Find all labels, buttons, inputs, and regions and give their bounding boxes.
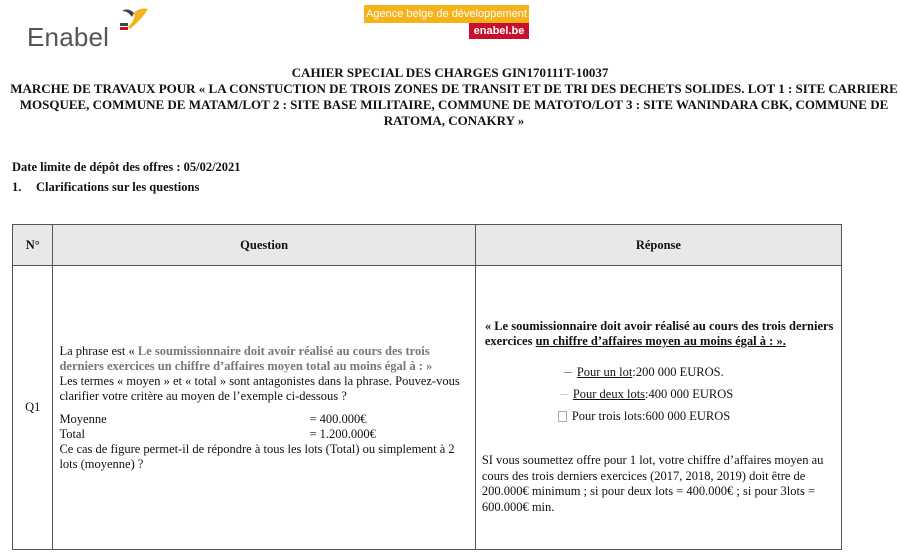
deadline-text: Date limite de dépôt des offres : 05/02/2021 <box>12 160 241 174</box>
example-value: = 1.200.000€ <box>309 426 376 441</box>
response-quote-underlined: un chiffre d’affaires moyen au moins égal à : ». <box>535 334 786 348</box>
question-closing: Ce cas de figure permet-il de répondre à tous les lots (Total) ou simplement à 2 lots (moyenne) ? <box>59 441 455 471</box>
agency-url-badge: enabel.be <box>469 23 529 39</box>
question-text <box>59 344 468 374</box>
header-response: Réponse <box>475 225 841 266</box>
lot-item <box>540 383 835 405</box>
qa-table <box>12 224 842 550</box>
question-cell <box>53 266 475 550</box>
lot-value: :400 000 EUROS <box>645 387 734 401</box>
section-number: 1. <box>12 180 22 194</box>
example-value: = 400.000€ <box>309 411 367 426</box>
section-title: Clarifications sur les questions <box>36 180 200 194</box>
document-subtitle: MARCHE DE TRAVAUX POUR « LA CONSTUCTION DE TROIS ZONES DE TRANSIT ET DE TRI DES DECHETS SOLIDES. LOT 1 : SITE CARRIERE MOSQUEE, COMMUNE DE MATAM/LOT 2 : SITE BASE MILITAIRE, COMMUNE DE MATOTO/LOT 3 : SITE WANINDARA CBK, COMMUNE DE RATOMA, CONAKRY » <box>10 81 898 128</box>
lot-value: :200 000 EUROS. <box>632 365 724 379</box>
lots-list <box>482 361 835 427</box>
example-label: Total <box>59 426 85 441</box>
lot-label: Pour un lot <box>576 365 633 379</box>
lot-item <box>540 361 835 383</box>
response-quote-start: « Le soumissionnaire doit avoir réalisé au cours des trois derniers exercices <box>484 319 834 348</box>
agency-banner: Agence belge de développement <box>364 5 529 23</box>
lot-item <box>540 405 835 427</box>
header-no: N° <box>13 225 53 266</box>
document-title: CAHIER SPECIAL DES CHARGES GIN170111T-10037 <box>291 65 609 80</box>
lot-value: :600 000 EUROS <box>641 409 731 423</box>
header-question: Question <box>53 225 475 266</box>
bullet-icon <box>560 394 568 395</box>
bullet-icon <box>558 411 567 422</box>
bullet-icon <box>564 372 572 373</box>
response-quote <box>482 319 835 349</box>
enabel-bird-logo-icon <box>118 5 150 35</box>
example-row <box>59 427 468 442</box>
question-quote: Le soumissionnaire doit avoir réalisé au cours des trois derniers exercices un chiffre d’affaires moyen total au moins égal à : » <box>59 343 433 373</box>
question-body: Les termes « moyen » et « total » sont antagonistes dans la phrase. Pouvez-vous clarifier votre critère au moyen de l’exemple ci-dessous ? <box>59 373 460 403</box>
response-explanation: SI vous soumettez offre pour 1 lot, votre chiffre d’affaires moyen au cours des trois derniers exercices (2017, 2018, 2019) doit être de 200.000€ minimum ; si pour deux lots = 400.000€ ; si pour 3lots = 600.000€ min. <box>481 453 824 514</box>
question-intro: La phrase est « <box>59 343 138 358</box>
section-heading <box>12 180 199 195</box>
response-cell <box>475 266 841 550</box>
enabel-logo-text: Enabel <box>27 22 110 52</box>
table-row <box>13 266 842 550</box>
table-header-row <box>13 225 842 266</box>
lot-label: Pour deux lots <box>572 387 646 401</box>
example-label: Moyenne <box>59 411 107 426</box>
lot-label: Pour trois lots <box>571 409 642 423</box>
example-row <box>59 412 468 427</box>
row-number: Q1 <box>13 266 53 550</box>
